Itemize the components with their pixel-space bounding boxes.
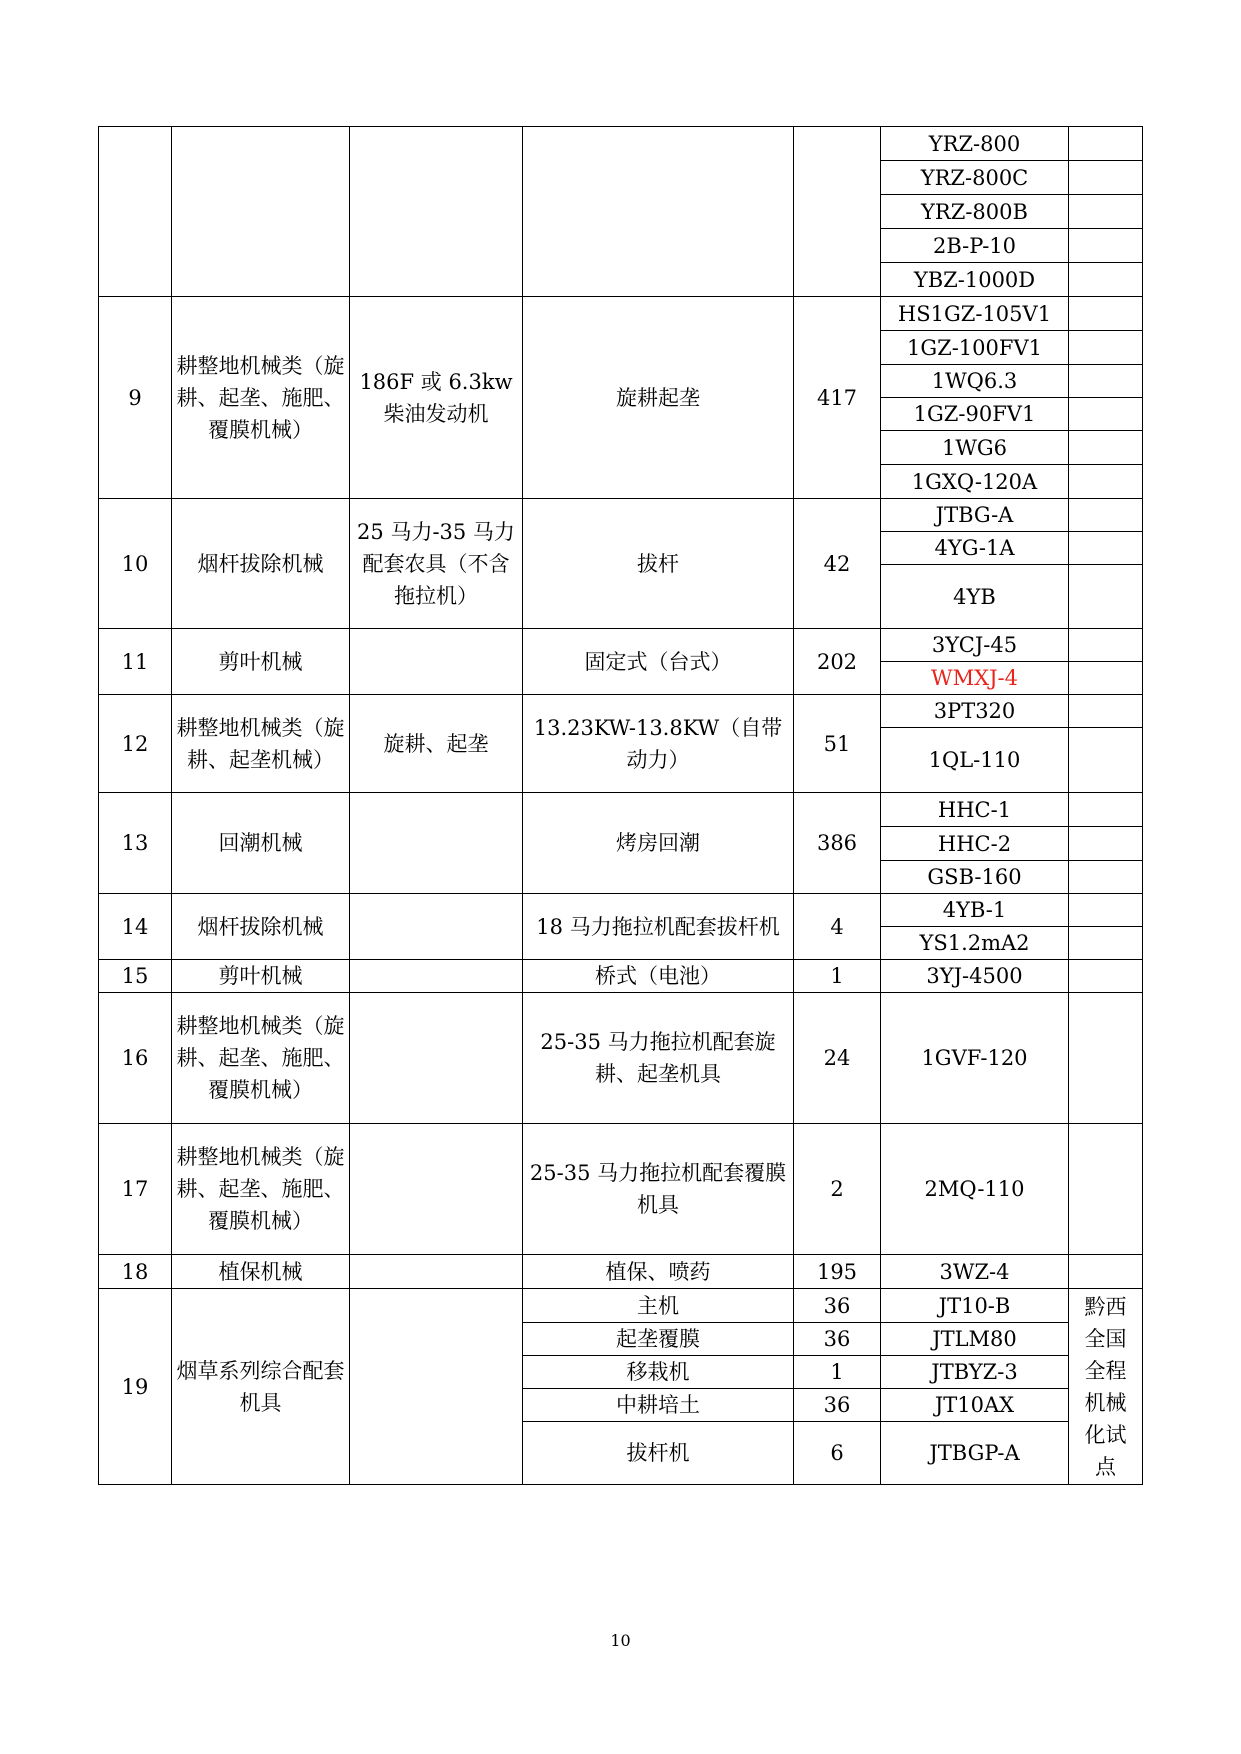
model-cell: 1WG6 xyxy=(881,431,1069,465)
remark-cell xyxy=(1069,927,1143,960)
remark-cell xyxy=(1069,263,1143,297)
row-number xyxy=(99,127,172,297)
table-row xyxy=(99,894,1143,927)
row-number: 18 xyxy=(99,1255,172,1289)
model-cell: 1GZ-90FV1 xyxy=(881,398,1069,431)
model-cell: 1GVF-120 xyxy=(881,993,1069,1124)
model-cell: 2B-P-10 xyxy=(881,229,1069,263)
row-number: 9 xyxy=(99,297,172,499)
table-row xyxy=(99,993,1143,1124)
row-number: 11 xyxy=(99,629,172,695)
power-cell xyxy=(350,127,523,297)
qty-cell: 24 xyxy=(794,993,881,1124)
category-cell: 回潮机械 xyxy=(172,793,350,894)
table-row xyxy=(99,297,1143,331)
row-number: 15 xyxy=(99,960,172,993)
model-cell: 2MQ-110 xyxy=(881,1124,1069,1255)
power-cell xyxy=(350,1255,523,1289)
model-cell: 4YG-1A xyxy=(881,532,1069,565)
category-cell: 烟杆拔除机械 xyxy=(172,894,350,960)
model-cell: 4YB xyxy=(881,565,1069,629)
category-cell: 耕整地机械类（旋耕、起垄、施肥、覆膜机械） xyxy=(172,297,350,499)
remark-cell xyxy=(1069,662,1143,695)
row-number: 16 xyxy=(99,993,172,1124)
qty-cell: 42 xyxy=(794,499,881,629)
qty-cell: 36 xyxy=(794,1323,881,1356)
model-cell: 1GXQ-120A xyxy=(881,465,1069,499)
power-cell xyxy=(350,793,523,894)
qty-cell: 36 xyxy=(794,1389,881,1422)
equipment-table xyxy=(98,126,1143,1485)
item-cell: 烤房回潮 xyxy=(523,793,794,894)
category-cell: 耕整地机械类（旋耕、起垄、施肥、覆膜机械） xyxy=(172,993,350,1124)
model-cell: JTBGP-A xyxy=(881,1422,1069,1485)
model-cell: 3WZ-4 xyxy=(881,1255,1069,1289)
remark-cell xyxy=(1069,1124,1143,1255)
power-cell xyxy=(350,1289,523,1485)
item-cell: 25-35 马力拖拉机配套覆膜机具 xyxy=(523,1124,794,1255)
table-row xyxy=(99,1255,1143,1289)
model-cell: 3PT320 xyxy=(881,695,1069,728)
table-row xyxy=(99,127,1143,161)
qty-cell xyxy=(794,127,881,297)
qty-cell: 195 xyxy=(794,1255,881,1289)
model-cell: HHC-2 xyxy=(881,827,1069,861)
table-row xyxy=(99,960,1143,993)
model-cell: JTBYZ-3 xyxy=(881,1356,1069,1389)
remark-cell xyxy=(1069,993,1143,1124)
category-cell: 耕整地机械类（旋耕、起垄机械） xyxy=(172,695,350,793)
remark-cell xyxy=(1069,127,1143,161)
qty-cell: 202 xyxy=(794,629,881,695)
remark-cell xyxy=(1069,793,1143,827)
table-row xyxy=(99,499,1143,532)
remark-cell xyxy=(1069,695,1143,728)
qty-cell: 1 xyxy=(794,960,881,993)
remark-cell xyxy=(1069,1255,1143,1289)
category-cell: 植保机械 xyxy=(172,1255,350,1289)
model-cell: 1GZ-100FV1 xyxy=(881,331,1069,365)
item-cell: 旋耕起垄 xyxy=(523,297,794,499)
remark-cell xyxy=(1069,894,1143,927)
remark-cell xyxy=(1069,827,1143,861)
qty-cell: 4 xyxy=(794,894,881,960)
item-cell: 植保、喷药 xyxy=(523,1255,794,1289)
power-cell: 186F 或 6.3kw 柴油发动机 xyxy=(350,297,523,499)
category-cell: 烟杆拔除机械 xyxy=(172,499,350,629)
item-cell: 移栽机 xyxy=(523,1356,794,1389)
item-cell: 25-35 马力拖拉机配套旋耕、起垄机具 xyxy=(523,993,794,1124)
remark-cell xyxy=(1069,532,1143,565)
power-cell: 25 马力-35 马力配套农具（不含拖拉机） xyxy=(350,499,523,629)
category-cell: 剪叶机械 xyxy=(172,960,350,993)
item-cell: 拔杆机 xyxy=(523,1422,794,1485)
category-cell xyxy=(172,127,350,297)
remark-cell xyxy=(1069,161,1143,195)
item-cell: 13.23KW-13.8KW（自带动力） xyxy=(523,695,794,793)
remark-cell xyxy=(1069,861,1143,894)
qty-cell: 51 xyxy=(794,695,881,793)
remark-cell xyxy=(1069,195,1143,229)
remark-cell: 黔西全国全程机械化试点 xyxy=(1069,1289,1143,1485)
remark-cell xyxy=(1069,331,1143,365)
item-cell: 固定式（台式） xyxy=(523,629,794,695)
table-row xyxy=(99,1289,1143,1323)
table-row xyxy=(99,629,1143,662)
model-cell: 3YJ-4500 xyxy=(881,960,1069,993)
model-cell: HS1GZ-105V1 xyxy=(881,297,1069,331)
remark-cell xyxy=(1069,431,1143,465)
power-cell xyxy=(350,1124,523,1255)
power-cell xyxy=(350,960,523,993)
model-cell: 1WQ6.3 xyxy=(881,365,1069,398)
remark-cell xyxy=(1069,960,1143,993)
category-cell: 烟草系列综合配套机具 xyxy=(172,1289,350,1485)
item-cell: 起垄覆膜 xyxy=(523,1323,794,1356)
row-number: 13 xyxy=(99,793,172,894)
row-number: 17 xyxy=(99,1124,172,1255)
item-cell: 主机 xyxy=(523,1289,794,1323)
model-cell: YRZ-800B xyxy=(881,195,1069,229)
model-cell: HHC-1 xyxy=(881,793,1069,827)
model-cell: JTBG-A xyxy=(881,499,1069,532)
remark-cell xyxy=(1069,229,1143,263)
row-number: 10 xyxy=(99,499,172,629)
remark-cell xyxy=(1069,297,1143,331)
model-cell: YRZ-800 xyxy=(881,127,1069,161)
qty-cell: 6 xyxy=(794,1422,881,1485)
model-cell: 1QL-110 xyxy=(881,728,1069,793)
remark-cell xyxy=(1069,499,1143,532)
model-cell: 4YB-1 xyxy=(881,894,1069,927)
model-cell: JTLM80 xyxy=(881,1323,1069,1356)
model-cell: JT10-B xyxy=(881,1289,1069,1323)
page-number: 10 xyxy=(610,1631,631,1650)
item-cell xyxy=(523,127,794,297)
model-cell-highlighted: WMXJ-4 xyxy=(881,662,1069,695)
power-cell xyxy=(350,993,523,1124)
row-number: 19 xyxy=(99,1289,172,1485)
item-cell: 18 马力拖拉机配套拔杆机 xyxy=(523,894,794,960)
qty-cell: 1 xyxy=(794,1356,881,1389)
table-row xyxy=(99,695,1143,728)
remark-cell xyxy=(1069,728,1143,793)
qty-cell: 386 xyxy=(794,793,881,894)
row-number: 12 xyxy=(99,695,172,793)
table-row xyxy=(99,1124,1143,1255)
qty-cell: 417 xyxy=(794,297,881,499)
model-cell: GSB-160 xyxy=(881,861,1069,894)
power-cell xyxy=(350,629,523,695)
category-cell: 剪叶机械 xyxy=(172,629,350,695)
model-cell: YBZ-1000D xyxy=(881,263,1069,297)
model-cell: YRZ-800C xyxy=(881,161,1069,195)
power-cell: 旋耕、起垄 xyxy=(350,695,523,793)
item-cell: 桥式（电池） xyxy=(523,960,794,993)
remark-cell xyxy=(1069,365,1143,398)
qty-cell: 2 xyxy=(794,1124,881,1255)
remark-cell xyxy=(1069,465,1143,499)
model-cell: 3YCJ-45 xyxy=(881,629,1069,662)
item-cell: 中耕培土 xyxy=(523,1389,794,1422)
item-cell: 拔杆 xyxy=(523,499,794,629)
row-number: 14 xyxy=(99,894,172,960)
category-cell: 耕整地机械类（旋耕、起垄、施肥、覆膜机械） xyxy=(172,1124,350,1255)
remark-cell xyxy=(1069,565,1143,629)
model-cell: JT10AX xyxy=(881,1389,1069,1422)
remark-cell xyxy=(1069,398,1143,431)
remark-cell xyxy=(1069,629,1143,662)
power-cell xyxy=(350,894,523,960)
qty-cell: 36 xyxy=(794,1289,881,1323)
table-row xyxy=(99,793,1143,827)
model-cell: YS1.2mA2 xyxy=(881,927,1069,960)
